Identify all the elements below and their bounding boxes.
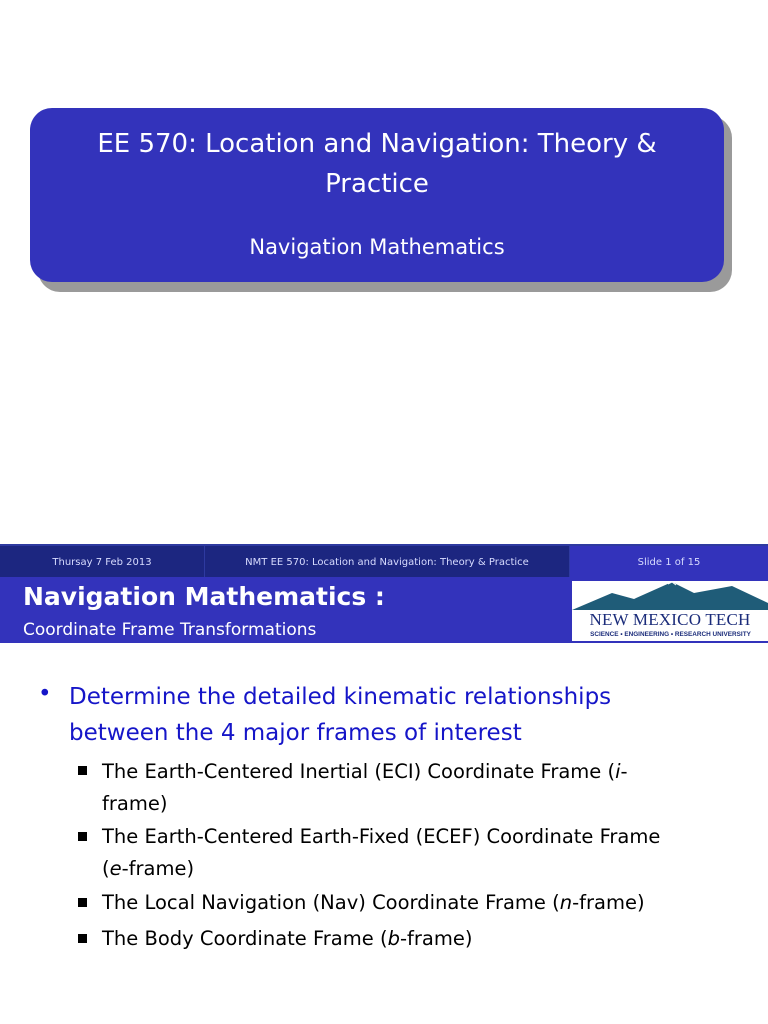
sub-bullet-text: The Body Coordinate Frame ( <box>102 927 388 950</box>
title-box <box>30 108 724 282</box>
sub-bullet-text: frame) <box>102 792 168 815</box>
square-bullet-icon <box>78 766 87 775</box>
slide-subtitle: Navigation Mathematics <box>249 235 505 259</box>
square-bullet-icon <box>78 934 87 943</box>
frame-symbol: e <box>109 857 122 880</box>
main-bullet-line-1: Determine the detailed kinematic relationships <box>69 684 612 710</box>
slide-title-line-2: Practice <box>325 169 429 199</box>
logo-name: NEW MEXICO TECH <box>589 610 751 629</box>
footer-bar <box>0 544 768 579</box>
sub-bullet-text: -frame) <box>121 857 195 880</box>
footer-course: NMT EE 570: Location and Navigation: Theory & Practice <box>205 546 570 579</box>
main-bullet-line-2: between the 4 major frames of interest <box>69 720 522 746</box>
frame-symbol: n <box>559 891 573 914</box>
logo-tagline: SCIENCE • ENGINEERING • RESEARCH UNIVERSITY <box>590 631 751 638</box>
slide-title-line-1: EE 570: Location and Navigation: Theory & <box>97 129 657 159</box>
sub-bullet-body <box>102 923 722 955</box>
sub-bullet-text: -frame) <box>399 927 473 950</box>
sub-bullet-eci <box>102 756 722 820</box>
sub-bullet-text: ( <box>102 857 110 880</box>
sub-bullet-text: The Earth-Centered Inertial (ECI) Coordinate Frame ( <box>102 760 616 783</box>
bullet-icon: • <box>38 681 52 707</box>
square-bullet-icon <box>78 898 87 907</box>
sub-bullet-text: - <box>620 760 628 783</box>
sub-bullet-nav <box>102 887 722 919</box>
main-bullet <box>69 679 729 751</box>
header-title: Navigation Mathematics : <box>23 582 385 611</box>
square-bullet-icon <box>78 832 87 841</box>
frame-symbol: i <box>615 760 621 783</box>
new-mexico-tech-logo <box>572 581 768 641</box>
sub-bullet-text: The Earth-Centered Earth-Fixed (ECEF) Coordinate Frame <box>102 825 661 848</box>
slide-title <box>30 124 724 204</box>
header-subtitle: Coordinate Frame Transformations <box>23 620 317 640</box>
slide-content <box>0 643 768 1024</box>
sub-bullet-text: -frame) <box>572 891 645 914</box>
sub-bullet-ecef <box>102 821 722 885</box>
frame-symbol: b <box>387 927 400 950</box>
footer-date: Thursay 7 Feb 2013 <box>0 546 205 579</box>
sub-bullet-text: The Local Navigation (Nav) Coordinate Frame ( <box>102 891 560 914</box>
mountain-icon <box>572 581 768 611</box>
footer-slide-number: Slide 1 of 15 <box>570 546 768 579</box>
